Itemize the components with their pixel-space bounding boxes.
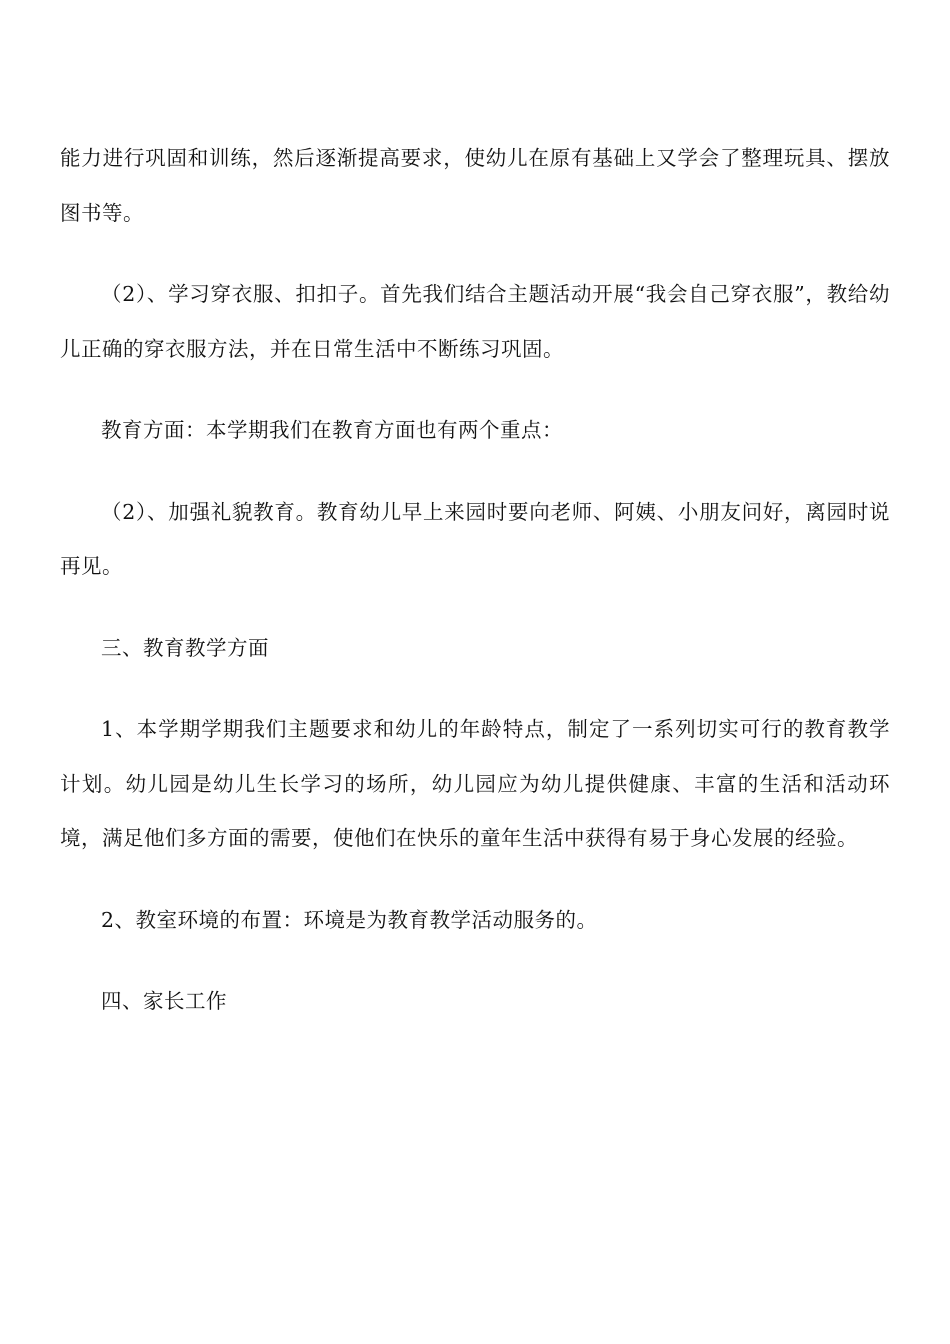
- section-heading-parents-work: 四、家长工作: [101, 989, 227, 1013]
- document-body: [60, 131, 890, 1056]
- paragraph-teaching-plan: 1、本学期学期我们主题要求和幼儿的年龄特点，制定了一系列切实可行的教育教学计划。幼儿园是幼儿生长学习的场所，幼儿园应为幼儿提供健康、丰富的生活和活动环境，满足他们多方面的需要，使他们在快乐的童年生活中获得有易于身心发展的经验。: [60, 717, 890, 850]
- paragraph-education-aspects: 教育方面：本学期我们在教育方面也有两个重点：: [101, 418, 563, 442]
- paragraph-classroom-environment: 2、教室环境的布置：环境是为教育教学活动服务的。: [101, 907, 598, 932]
- paragraph-continued-text: 能力进行巩固和训练，然后逐渐提高要求，使幼儿在原有基础上又学会了整理玩具、摆放图书等。: [60, 146, 890, 225]
- paragraph-politeness-education: （2）、加强礼貌教育。教育幼儿早上来园时要向老师、阿姨、小朋友问好，离园时说再见。: [60, 499, 890, 578]
- section-heading-teaching: 三、教育教学方面: [101, 635, 269, 660]
- paragraph-dressing-practice: （2）、学习穿衣服、扣扣子。首先我们结合主题活动开展“我会自己穿衣服”，教给幼儿正确的穿衣服方法，并在日常生活中不断练习巩固。: [60, 282, 890, 361]
